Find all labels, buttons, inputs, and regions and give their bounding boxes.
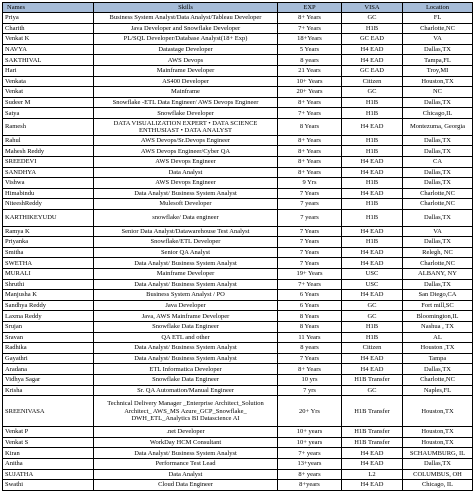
column-header-skills: Skills xyxy=(94,3,278,13)
table-row xyxy=(3,23,473,34)
location-cell: Nashua , TX xyxy=(403,322,473,333)
name-cell: Gayathri xyxy=(3,353,94,364)
visa-cell: H1B xyxy=(342,237,403,248)
table-row xyxy=(3,87,473,98)
visa-cell: H4 EAD xyxy=(342,458,403,469)
table-row xyxy=(3,322,473,333)
visa-cell: GC xyxy=(342,300,403,311)
exp-cell: 7 yrs xyxy=(278,385,342,396)
name-cell: Sandhya Reddy xyxy=(3,300,94,311)
skills-cell: Data Analyst/ Business System Analyst xyxy=(94,188,278,199)
exp-cell: 7 Years xyxy=(278,188,342,199)
table-row xyxy=(3,97,473,108)
skills-cell: AWS Devops Engineer xyxy=(94,156,278,167)
table-row xyxy=(3,448,473,459)
visa-cell: GC xyxy=(342,385,403,396)
table-row xyxy=(3,108,473,119)
skills-cell: AWS Devops xyxy=(94,55,278,66)
name-cell: Venkat S xyxy=(3,437,94,448)
location-cell: Houston,TX xyxy=(403,427,473,438)
name-cell: Sravan xyxy=(3,332,94,343)
table-row xyxy=(3,118,473,135)
skills-cell: Senior Data Analyst/Datawarehouse Test Analyst xyxy=(94,226,278,237)
location-cell: Tampa xyxy=(403,353,473,364)
skills-cell: QA ETL and other xyxy=(94,332,278,343)
table-row xyxy=(3,167,473,178)
table-row xyxy=(3,55,473,66)
visa-cell: GC EAD xyxy=(342,34,403,45)
name-cell: Shruthi xyxy=(3,279,94,290)
location-cell: AL xyxy=(403,332,473,343)
visa-cell: H1B xyxy=(342,23,403,34)
name-cell: Vishwa xyxy=(3,178,94,189)
location-cell: Dallas,TX xyxy=(403,135,473,146)
location-cell: Dallas,TX xyxy=(403,237,473,248)
location-cell: Charlotte,NC xyxy=(403,258,473,269)
visa-cell: H4 EAD xyxy=(342,258,403,269)
exp-cell: 7+ Years xyxy=(278,23,342,34)
location-cell: VA xyxy=(403,34,473,45)
skills-cell: WorkDay HCM Consultant xyxy=(94,437,278,448)
table-row xyxy=(3,290,473,301)
location-cell: Bloomington,IL xyxy=(403,311,473,322)
name-cell: Srujan xyxy=(3,322,94,333)
table-row xyxy=(3,300,473,311)
name-cell: Priya xyxy=(3,13,94,24)
skills-cell: Mainframe Developer xyxy=(94,65,278,76)
skills-cell: Snowflake -ETL Data Engineer/ AWS Devops Engineer xyxy=(94,97,278,108)
visa-cell: H4 EAD xyxy=(342,364,403,375)
skills-cell: Java, AWS Mainframe Developer xyxy=(94,311,278,322)
skills-cell: Java Developer and Snowflake Developer xyxy=(94,23,278,34)
name-cell: Hari xyxy=(3,65,94,76)
skills-cell: Snowflake Developer xyxy=(94,108,278,119)
name-cell: SREENIVASA xyxy=(3,396,94,427)
location-cell: NC xyxy=(403,87,473,98)
visa-cell: H4 EAD xyxy=(342,156,403,167)
name-cell: Smitha xyxy=(3,247,94,258)
name-cell: Radhika xyxy=(3,343,94,354)
table-row xyxy=(3,353,473,364)
name-cell: Himabindu xyxy=(3,188,94,199)
skills-cell: Sr. QA Automation/Manual Engineer xyxy=(94,385,278,396)
exp-cell: 13+years xyxy=(278,458,342,469)
name-cell: Vidhya Sagar xyxy=(3,375,94,386)
visa-cell: H1B xyxy=(342,146,403,157)
exp-cell: 8+ Years xyxy=(278,97,342,108)
name-cell: Ramesh xyxy=(3,118,94,135)
name-cell: MURALI xyxy=(3,269,94,280)
column-header-location: Location xyxy=(403,3,473,13)
name-cell: Rahul xyxy=(3,135,94,146)
table-row xyxy=(3,480,473,491)
name-cell: Aradana xyxy=(3,364,94,375)
skills-cell: Business System Analyst/Data Analyst/Tableau Developer xyxy=(94,13,278,24)
skills-cell: Data Analyst xyxy=(94,469,278,480)
location-cell: Montezuma, Georgia xyxy=(403,118,473,135)
visa-cell: H1B xyxy=(342,332,403,343)
location-cell: ALBANY, NY xyxy=(403,269,473,280)
table-row xyxy=(3,178,473,189)
exp-cell: 8 Years xyxy=(278,322,342,333)
location-cell: Charlotte,NC xyxy=(403,23,473,34)
table-row xyxy=(3,269,473,280)
visa-cell: H4 EAD xyxy=(342,353,403,364)
location-cell: VA xyxy=(403,226,473,237)
visa-cell: GC xyxy=(342,311,403,322)
table-row xyxy=(3,76,473,87)
name-cell: Satya xyxy=(3,108,94,119)
table-row xyxy=(3,311,473,322)
visa-cell: H4 EAD xyxy=(342,448,403,459)
name-cell: NiteeshReddy xyxy=(3,199,94,210)
visa-cell: H1B Transfer xyxy=(342,437,403,448)
table-row xyxy=(3,385,473,396)
name-cell: Manjusha K xyxy=(3,290,94,301)
visa-cell: H1B xyxy=(342,108,403,119)
visa-cell: H1B xyxy=(342,209,403,226)
name-cell: SUJATHA xyxy=(3,469,94,480)
name-cell: Venkat K xyxy=(3,34,94,45)
location-cell: Dallas,TX xyxy=(403,167,473,178)
name-cell: Laxma Reddy xyxy=(3,311,94,322)
location-cell: Charlotte,NC xyxy=(403,375,473,386)
exp-cell: 8+ Years xyxy=(278,13,342,24)
visa-cell: H4 EAD xyxy=(342,118,403,135)
location-cell: Dallas,TX xyxy=(403,209,473,226)
skills-cell: AWS Devops/Sr.Devops Engineer xyxy=(94,135,278,146)
table-row xyxy=(3,237,473,248)
exp-cell: 9 Yrs xyxy=(278,178,342,189)
exp-cell: 8+ Years xyxy=(278,364,342,375)
exp-cell: 7+ Years xyxy=(278,108,342,119)
skills-cell: PL/SQL Developer/Database Analyst(18+ Exp) xyxy=(94,34,278,45)
exp-cell: 7 Years xyxy=(278,247,342,258)
location-cell: FL xyxy=(403,13,473,24)
exp-cell: 6 Years xyxy=(278,290,342,301)
skills-cell: AWS Devops Engineer/Cyber QA xyxy=(94,146,278,157)
skills-cell: AS400 Developer xyxy=(94,76,278,87)
name-cell: Venkata xyxy=(3,76,94,87)
skills-cell: Datastage Developer xyxy=(94,44,278,55)
exp-cell: 8 years xyxy=(278,55,342,66)
skills-cell: ETL Informatica Developer xyxy=(94,364,278,375)
visa-cell: H1B xyxy=(342,135,403,146)
location-cell: San Diego,CA xyxy=(403,290,473,301)
skills-cell: Senior QA Analyst xyxy=(94,247,278,258)
skills-cell: Data Analyst xyxy=(94,167,278,178)
table-row xyxy=(3,375,473,386)
skills-cell: Java Developer xyxy=(94,300,278,311)
table-row xyxy=(3,396,473,427)
exp-cell: 10+ years xyxy=(278,427,342,438)
exp-cell: 10+ Years xyxy=(278,76,342,87)
exp-cell: 10+ years xyxy=(278,437,342,448)
visa-cell: Citizen xyxy=(342,343,403,354)
skills-cell: Performance Test Lead xyxy=(94,458,278,469)
visa-cell: H4 EAD xyxy=(342,55,403,66)
exp-cell: 8+ Years xyxy=(278,167,342,178)
table-row xyxy=(3,427,473,438)
visa-cell: H1B Transfer xyxy=(342,427,403,438)
name-cell: Kiran xyxy=(3,448,94,459)
visa-cell: Citizen xyxy=(342,76,403,87)
location-cell: COLUMBUS, OH xyxy=(403,469,473,480)
skills-cell: Mulesoft Developer xyxy=(94,199,278,210)
visa-cell: H1B Transfer xyxy=(342,375,403,386)
exp-cell: 6 Years xyxy=(278,300,342,311)
visa-cell: H4 EAD xyxy=(342,188,403,199)
skills-cell: Business System Analyst / PO xyxy=(94,290,278,301)
table-row xyxy=(3,65,473,76)
column-header-visa: VISA xyxy=(342,3,403,13)
exp-cell: 7 Years xyxy=(278,237,342,248)
exp-cell: 8+ Years xyxy=(278,156,342,167)
table-row xyxy=(3,437,473,448)
name-cell: Krisha xyxy=(3,385,94,396)
table-row xyxy=(3,226,473,237)
name-cell: SANDHYA xyxy=(3,167,94,178)
exp-cell: 8 years xyxy=(278,343,342,354)
table-row xyxy=(3,469,473,480)
exp-cell: 7+ years xyxy=(278,448,342,459)
visa-cell: GC xyxy=(342,87,403,98)
column-header-exp: EXP xyxy=(278,3,342,13)
visa-cell: H4 EAD xyxy=(342,290,403,301)
location-cell: Naples,FL xyxy=(403,385,473,396)
exp-cell: 7+ Years xyxy=(278,279,342,290)
column-header-names: Names xyxy=(3,3,94,13)
table-row xyxy=(3,279,473,290)
visa-cell: H1B xyxy=(342,322,403,333)
exp-cell: 8+ Years xyxy=(278,146,342,157)
exp-cell: 7 Years xyxy=(278,258,342,269)
visa-cell: H1B xyxy=(342,199,403,210)
name-cell: Charith xyxy=(3,23,94,34)
visa-cell: H4 EAD xyxy=(342,480,403,491)
table-row xyxy=(3,156,473,167)
location-cell: CA xyxy=(403,156,473,167)
name-cell: SWETHA xyxy=(3,258,94,269)
name-cell: Mahesh Reddy xyxy=(3,146,94,157)
name-cell: SAKTHIVAL xyxy=(3,55,94,66)
table-row xyxy=(3,188,473,199)
visa-cell: H4 EAD xyxy=(342,247,403,258)
table-row xyxy=(3,343,473,354)
location-cell: Dallas,TX xyxy=(403,44,473,55)
skills-cell: Snowflake/ETL Developer xyxy=(94,237,278,248)
visa-cell: H4 EAD xyxy=(342,44,403,55)
location-cell: Dallas,TX xyxy=(403,178,473,189)
location-cell: Houston ,TX xyxy=(403,343,473,354)
exp-cell: 7 Years xyxy=(278,226,342,237)
location-cell: Chicago, IL xyxy=(403,480,473,491)
table-row xyxy=(3,34,473,45)
skills-cell: Mainframe xyxy=(94,87,278,98)
name-cell: Sudeer M xyxy=(3,97,94,108)
location-cell: Chicago,IL xyxy=(403,108,473,119)
table-row xyxy=(3,258,473,269)
skills-cell: Cloud Data Engineer xyxy=(94,480,278,491)
location-cell: Charlotte,NC xyxy=(403,199,473,210)
name-cell: Anitha xyxy=(3,458,94,469)
name-cell: Swathi xyxy=(3,480,94,491)
location-cell: Fort mill,SC xyxy=(403,300,473,311)
exp-cell: 7 years xyxy=(278,209,342,226)
table-row xyxy=(3,209,473,226)
exp-cell: 8 Years xyxy=(278,311,342,322)
location-cell: Houston,TX xyxy=(403,76,473,87)
visa-cell: GC xyxy=(342,13,403,24)
exp-cell: 11 Years xyxy=(278,332,342,343)
table-row xyxy=(3,146,473,157)
skills-cell: Data Analyst/ Business System Analyst xyxy=(94,258,278,269)
name-cell: Venkat xyxy=(3,87,94,98)
visa-cell: H4 EAD xyxy=(342,226,403,237)
skills-cell: Technical Delivery Manager _Enterprise Architect_Solution Architect_ AWS_MS Azure_GCP_Snowflake_ DWH_ETL_Analytics BI Datascience AI xyxy=(94,396,278,427)
location-cell: SCHAUMBURG, IL xyxy=(403,448,473,459)
location-cell: Dallas,TX xyxy=(403,279,473,290)
exp-cell: 7 years xyxy=(278,199,342,210)
table-row xyxy=(3,135,473,146)
table-row xyxy=(3,332,473,343)
table-body xyxy=(3,13,473,491)
exp-cell: 8 Years xyxy=(278,118,342,135)
skills-cell: AWS Devops Engineer xyxy=(94,178,278,189)
table-row xyxy=(3,364,473,375)
name-cell: Ramya K xyxy=(3,226,94,237)
table-row xyxy=(3,247,473,258)
exp-cell: 8+ Years xyxy=(278,135,342,146)
location-cell: Relegh, NC xyxy=(403,247,473,258)
visa-cell: USC xyxy=(342,279,403,290)
skills-cell: Snowflake Data Engineer xyxy=(94,322,278,333)
exp-cell: 7 Years xyxy=(278,353,342,364)
name-cell: KARTHIKEYUDU xyxy=(3,209,94,226)
location-cell: Charlotte,NC xyxy=(403,188,473,199)
name-cell: Venkat P xyxy=(3,427,94,438)
exp-cell: 19+ Years xyxy=(278,269,342,280)
exp-cell: 20+ Yrs xyxy=(278,396,342,427)
table-row xyxy=(3,458,473,469)
exp-cell: 8+years xyxy=(278,480,342,491)
exp-cell: 21 Years xyxy=(278,65,342,76)
visa-cell: H1B xyxy=(342,97,403,108)
skills-cell: .net Developer xyxy=(94,427,278,438)
exp-cell: 18+Years xyxy=(278,34,342,45)
visa-cell: H4 EAD xyxy=(342,167,403,178)
visa-cell: H1B Transfer xyxy=(342,396,403,427)
name-cell: Priyanka xyxy=(3,237,94,248)
location-cell: Houston,TX xyxy=(403,437,473,448)
location-cell: Troy,MI xyxy=(403,65,473,76)
skills-cell: Snowflake Data Engineer xyxy=(94,375,278,386)
name-cell: NAVYA xyxy=(3,44,94,55)
header-row xyxy=(3,3,473,13)
name-cell: SREEDEVI xyxy=(3,156,94,167)
location-cell: Houston,TX xyxy=(403,396,473,427)
visa-cell: H1B xyxy=(342,178,403,189)
exp-cell: 5 Years xyxy=(278,44,342,55)
exp-cell: 20+ Years xyxy=(278,87,342,98)
skills-cell: Mainframe Developer xyxy=(94,269,278,280)
table-row xyxy=(3,199,473,210)
skills-cell: Data Analyst/ Business System Analyst xyxy=(94,279,278,290)
skills-cell: snowflake/ Data engineer xyxy=(94,209,278,226)
consultant-table xyxy=(2,2,473,491)
exp-cell: 10 yrs xyxy=(278,375,342,386)
location-cell: Dallas,TX xyxy=(403,458,473,469)
location-cell: Dallas,TX xyxy=(403,146,473,157)
skills-cell: Data Analyst/ Business System Analyst xyxy=(94,353,278,364)
table-row xyxy=(3,13,473,24)
visa-cell: GC EAD xyxy=(342,65,403,76)
exp-cell: 8+ years xyxy=(278,469,342,480)
skills-cell: DATA VISUALIZATION EXPERT • DATA SCIENCE ENTHUSIAST • DATA ANALYST xyxy=(94,118,278,135)
location-cell: Dallas,TX xyxy=(403,97,473,108)
visa-cell: L2 xyxy=(342,469,403,480)
location-cell: Tampa,FL xyxy=(403,55,473,66)
table-row xyxy=(3,44,473,55)
visa-cell: USC xyxy=(342,269,403,280)
skills-cell: Data Analyst/ Business System Analyst xyxy=(94,343,278,354)
skills-cell: Data Analyst/ Business System Analyst xyxy=(94,448,278,459)
location-cell: Dallas,TX xyxy=(403,364,473,375)
